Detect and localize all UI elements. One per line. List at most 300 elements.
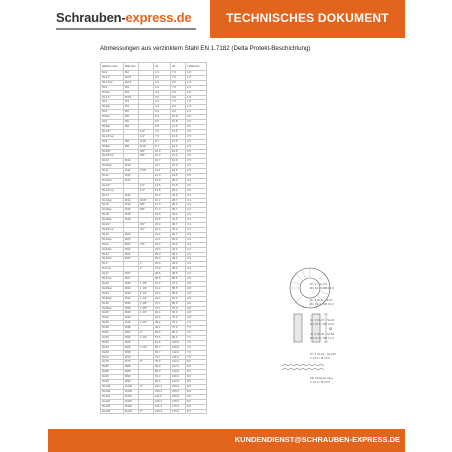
table-cell: NL27 bbox=[101, 272, 124, 277]
note-line: Nr. 2 NL8 - NL24 bbox=[310, 298, 333, 302]
table-cell: M3 bbox=[124, 90, 139, 95]
table-cell: 8.0 bbox=[186, 380, 207, 385]
table-cell: 82.3 bbox=[154, 365, 171, 370]
table-cell: 13.5 bbox=[171, 129, 186, 134]
table-cell: 130.0 bbox=[171, 370, 186, 375]
tolerance-note-6 bbox=[310, 376, 333, 384]
table-cell: M125 bbox=[124, 409, 139, 414]
table-cell: 15.2 bbox=[154, 193, 171, 198]
table-cell: 21.4 bbox=[154, 237, 171, 242]
table-cell: 5" bbox=[139, 409, 154, 414]
table-cell: 28.5 bbox=[154, 277, 171, 282]
table-cell: 47.0 bbox=[171, 281, 186, 286]
table-cell: 4.8 bbox=[186, 281, 207, 286]
table-cell: 1/2" bbox=[139, 183, 154, 188]
table-cell: 21.0 bbox=[171, 164, 186, 169]
table-cell: 58.5 bbox=[171, 286, 186, 291]
table-cell: 4" bbox=[139, 385, 154, 390]
table-cell: 2.5 bbox=[186, 134, 207, 139]
table-cell: 5/8" bbox=[139, 208, 154, 213]
table-cell: 3.4 bbox=[154, 85, 171, 90]
table-cell: 17.0 bbox=[154, 208, 171, 213]
table-cell: M14 bbox=[124, 198, 139, 203]
table-cell: NL1/2" bbox=[101, 183, 124, 188]
table-cell: 78.3 bbox=[154, 360, 171, 365]
table-cell: 8.0 bbox=[186, 389, 207, 394]
table-cell: M11 bbox=[124, 169, 139, 174]
table-cell: NL64 bbox=[101, 345, 124, 350]
table-cell: 13.5 bbox=[171, 124, 186, 129]
table-cell: M18 bbox=[124, 218, 139, 223]
table-cell: M80 bbox=[124, 365, 139, 370]
table-cell: M2.5 bbox=[124, 80, 139, 85]
table-cell: 90.0 bbox=[171, 335, 186, 340]
washer-serration-icon bbox=[282, 364, 324, 370]
table-cell: M22 bbox=[124, 242, 139, 247]
table-cell: 1/4" bbox=[139, 134, 154, 139]
table-cell: M6 bbox=[124, 120, 139, 125]
table-cell: 10.7 bbox=[154, 164, 171, 169]
table-cell: 57.6 bbox=[154, 335, 171, 340]
table-cell: 8.0 bbox=[186, 360, 207, 365]
table-cell: M5 bbox=[124, 110, 139, 115]
table-cell: M76 bbox=[124, 360, 139, 365]
table-cell: NL39 bbox=[101, 311, 124, 316]
table-cell: 3/8" bbox=[139, 149, 154, 154]
logo[interactable] bbox=[48, 0, 210, 38]
table-cell: 25.4 bbox=[171, 178, 186, 183]
table-cell: 65.7 bbox=[154, 345, 171, 350]
table-cell: M8 bbox=[124, 144, 139, 149]
table-cell: 3/8" bbox=[139, 154, 154, 159]
table-cell: 23.4 bbox=[154, 242, 171, 247]
table-cell: 48.5 bbox=[171, 257, 186, 262]
table-cell: 10.8 bbox=[171, 120, 186, 125]
table-cell: 2 1/4" bbox=[139, 335, 154, 340]
note-line: Ø1 ±0.2 / Ø2 ±0.3 bbox=[310, 286, 334, 290]
table-cell: 63.0 bbox=[171, 296, 186, 301]
table-cell: NL33 bbox=[101, 291, 124, 296]
table-cell: NL12sp bbox=[101, 178, 124, 183]
table-cell: 91.3 bbox=[154, 375, 171, 380]
table-cell: 2.5 bbox=[186, 129, 207, 134]
table-cell: 7.0 bbox=[186, 335, 207, 340]
tolerance-note-1 bbox=[310, 282, 334, 290]
table-cell: 48.5 bbox=[171, 267, 186, 272]
table-cell: 7/16" bbox=[139, 169, 154, 174]
table-cell: 13.5 bbox=[154, 188, 171, 193]
table-cell: 37.4 bbox=[154, 306, 171, 311]
table-cell: 96.4 bbox=[154, 380, 171, 385]
table-cell: 175.0 bbox=[171, 409, 186, 414]
logo-screw-line bbox=[56, 28, 196, 30]
table-cell: 2.5 bbox=[186, 144, 207, 149]
table-cell: 26.0 bbox=[154, 262, 171, 267]
table-cell: NL16sp bbox=[101, 208, 124, 213]
table-cell: 2.5 bbox=[186, 164, 207, 169]
document-type-label: TECHNISCHES DOKUMENT bbox=[226, 11, 389, 25]
table-cell: M12 bbox=[124, 178, 139, 183]
table-cell: 58.5 bbox=[171, 301, 186, 306]
table-cell: 4.8 bbox=[186, 291, 207, 296]
table-cell: 5/16" bbox=[139, 144, 154, 149]
table-cell: M4 bbox=[124, 100, 139, 105]
table-cell: 1 1/8" bbox=[139, 281, 154, 286]
table-cell: 30.7 bbox=[171, 223, 186, 228]
table-cell: 3.4 bbox=[186, 232, 207, 237]
table-cell: 16.6 bbox=[171, 159, 186, 164]
table-cell: M14 bbox=[124, 193, 139, 198]
table-cell: 1/4" bbox=[139, 129, 154, 134]
table-cell: NL2 bbox=[101, 71, 124, 76]
table-cell: NL68 bbox=[101, 350, 124, 355]
table-cell: 21.4 bbox=[154, 232, 171, 237]
note-line: Nr. 5 NL64 - NL125 bbox=[310, 352, 336, 356]
table-cell: M115 bbox=[124, 399, 139, 404]
column-header: Bolt size bbox=[124, 63, 139, 71]
table-cell: NL8 bbox=[101, 139, 124, 144]
table-cell: NL125 bbox=[101, 409, 124, 414]
table-cell: 3.4 bbox=[186, 262, 207, 267]
table-cell: 150.0 bbox=[171, 385, 186, 390]
table-cell: 7.0 bbox=[186, 340, 207, 345]
table-cell: NL3.5 bbox=[101, 95, 124, 100]
table-cell: 23.0 bbox=[171, 193, 186, 198]
table-cell: 75.0 bbox=[171, 326, 186, 331]
note-line: Nr. 4 NL45 - NL60 bbox=[310, 332, 335, 336]
document-type-banner bbox=[210, 0, 405, 38]
table-cell: NL3/8"sp bbox=[101, 154, 124, 159]
table-cell: M8 bbox=[124, 139, 139, 144]
table-cell: NL52 bbox=[101, 331, 124, 336]
table-cell: M85 bbox=[124, 370, 139, 375]
table-cell: 100.0 bbox=[171, 340, 186, 345]
table-cell: NL10 bbox=[101, 159, 124, 164]
table-cell: 4.8 bbox=[186, 301, 207, 306]
tolerance-note-2 bbox=[310, 298, 334, 306]
table-cell: 9.0 bbox=[171, 80, 186, 85]
table-cell: 2" bbox=[139, 331, 154, 336]
table-cell: 3.4 bbox=[186, 203, 207, 208]
table-cell: 8.0 bbox=[186, 404, 207, 409]
table-cell: NL95 bbox=[101, 380, 124, 385]
table-cell: 3.4 bbox=[186, 193, 207, 198]
table-cell: 21.0 bbox=[171, 154, 186, 159]
table-cell: NL2.5 bbox=[101, 75, 124, 80]
table-body bbox=[101, 71, 207, 414]
logo-main-text: Schrauben- bbox=[56, 10, 126, 25]
table-cell: 53.6 bbox=[154, 331, 171, 336]
table-cell: 5.4 bbox=[154, 110, 171, 115]
table-cell: 2.5 bbox=[186, 149, 207, 154]
table-cell: M64 bbox=[124, 345, 139, 350]
table-cell: NL33sp bbox=[101, 296, 124, 301]
table-cell: 70.0 bbox=[171, 306, 186, 311]
table-cell: M52 bbox=[124, 331, 139, 336]
table-cell: 5/8" bbox=[139, 203, 154, 208]
table-cell: NL80 bbox=[101, 365, 124, 370]
table-cell: M2.5 bbox=[124, 75, 139, 80]
table-cell: M60 bbox=[124, 340, 139, 345]
table-cell: 1 1/2" bbox=[139, 311, 154, 316]
table-cell: M36 bbox=[124, 301, 139, 306]
table-cell: 160.0 bbox=[171, 394, 186, 399]
table-cell: 105.0 bbox=[171, 345, 186, 350]
table-cell: 121.4 bbox=[154, 404, 171, 409]
column-header: d1 bbox=[154, 63, 171, 71]
note-line: T ±0.2 / Ø ±0.5 bbox=[310, 380, 330, 384]
table-cell: 13.5 bbox=[154, 183, 171, 188]
table-cell: M39 bbox=[124, 311, 139, 316]
table-cell: 69.7 bbox=[154, 350, 171, 355]
table-cell: NL5sp bbox=[101, 115, 124, 120]
table-cell: 19.5 bbox=[154, 213, 171, 218]
table-cell: 5/16" bbox=[139, 139, 154, 144]
table-cell: NL8sp bbox=[101, 144, 124, 149]
table-cell: 2.5 bbox=[186, 169, 207, 174]
table-cell: 7.0 bbox=[171, 85, 186, 90]
table-cell: M27 bbox=[124, 272, 139, 277]
table-cell: NL120 bbox=[101, 404, 124, 409]
table-cell: M95 bbox=[124, 380, 139, 385]
logo-text bbox=[56, 10, 191, 25]
note-line: Mit Keilsicherung bbox=[310, 376, 333, 380]
table-cell: 9.0 bbox=[171, 95, 186, 100]
table-cell: 8.0 bbox=[186, 375, 207, 380]
table-cell: M16 bbox=[124, 208, 139, 213]
table-cell: 13.0 bbox=[154, 178, 171, 183]
table-cell: 1 3/4" bbox=[139, 321, 154, 326]
table-cell: NL16 bbox=[101, 203, 124, 208]
table-cell: 2.5 bbox=[186, 183, 207, 188]
table-cell: 110.0 bbox=[171, 350, 186, 355]
table-cell: NL72 bbox=[101, 355, 124, 360]
table-cell: NL110 bbox=[101, 394, 124, 399]
table-cell: NL3 bbox=[101, 85, 124, 90]
table-cell: 3.4 bbox=[186, 228, 207, 233]
table-cell: NL2.5sp bbox=[101, 80, 124, 85]
table-cell: 73.7 bbox=[154, 355, 171, 360]
column-header: d2 bbox=[171, 63, 186, 71]
table-cell: 8.0 bbox=[186, 385, 207, 390]
table-cell: M33 bbox=[124, 296, 139, 301]
table-cell: 1.8 bbox=[186, 105, 207, 110]
table-cell: 20.3 bbox=[154, 228, 171, 233]
table-cell: 1 3/8" bbox=[139, 306, 154, 311]
table-cell: 16.6 bbox=[171, 149, 186, 154]
note-line: Ø1 ±0.5 / Ø2 ±0.8 bbox=[310, 322, 334, 326]
table-cell: 8.0 bbox=[186, 394, 207, 399]
note-line: Nr. 3 NL27 - NL42 bbox=[310, 318, 335, 322]
table-cell: M68 bbox=[124, 350, 139, 355]
table-cell: 2.5 bbox=[186, 174, 207, 179]
table-cell: 1.8 bbox=[186, 110, 207, 115]
table-cell: 3.4 bbox=[186, 252, 207, 257]
table-cell: 39.0 bbox=[171, 237, 186, 242]
table-cell: 3.4 bbox=[186, 272, 207, 277]
table-cell: M3 bbox=[124, 85, 139, 90]
table-cell: NL3sp bbox=[101, 90, 124, 95]
logo-accent-text: express.de bbox=[125, 10, 192, 25]
table-cell: 37.4 bbox=[154, 301, 171, 306]
table-cell: 4.8 bbox=[186, 286, 207, 291]
table-cell: 111.4 bbox=[154, 394, 171, 399]
table-cell: 3.4 bbox=[186, 213, 207, 218]
table-cell: 4.8 bbox=[186, 277, 207, 282]
table-cell: M48 bbox=[124, 326, 139, 331]
table-cell: 116.4 bbox=[154, 399, 171, 404]
table-cell: 8.0 bbox=[186, 365, 207, 370]
table-cell: 19.5 bbox=[171, 174, 186, 179]
table-cell: NL45 bbox=[101, 321, 124, 326]
table-cell: 3.4 bbox=[186, 257, 207, 262]
note-line: Ø1 ±0.3 / Ø2 ±0.4 bbox=[310, 302, 334, 306]
table-cell: 136.0 bbox=[171, 375, 186, 380]
table-cell: 1 1/4" bbox=[139, 291, 154, 296]
table-cell: 7.0 bbox=[171, 71, 186, 76]
table-cell: M105 bbox=[124, 389, 139, 394]
table-cell: NL27sp bbox=[101, 277, 124, 282]
table-cell: M33 bbox=[124, 291, 139, 296]
table-cell: 8.0 bbox=[186, 399, 207, 404]
table-cell: M45 bbox=[124, 321, 139, 326]
table-cell: 75.0 bbox=[171, 321, 186, 326]
table-cell: 8.0 bbox=[186, 370, 207, 375]
table-cell: 8.7 bbox=[154, 139, 171, 144]
table-cell: M2 bbox=[124, 71, 139, 76]
table-cell: NL6sp bbox=[101, 124, 124, 129]
table-cell: M24 bbox=[124, 252, 139, 257]
table-cell: 1.8 bbox=[186, 71, 207, 76]
table-cell: 58.5 bbox=[171, 291, 186, 296]
table-cell: 8.0 bbox=[186, 409, 207, 414]
table-cell: M90 bbox=[124, 375, 139, 380]
table-cell: M18 bbox=[124, 213, 139, 218]
table-cell: 7/8" bbox=[139, 242, 154, 247]
table-cell: NL115 bbox=[101, 399, 124, 404]
table-row bbox=[101, 409, 207, 414]
table-cell: NL12 bbox=[101, 174, 124, 179]
table-cell: M16 bbox=[124, 203, 139, 208]
table-cell: 4.4 bbox=[154, 100, 171, 105]
table-cell: 3.4 bbox=[186, 247, 207, 252]
table-cell: M20 bbox=[124, 237, 139, 242]
column-header bbox=[139, 63, 154, 71]
table-cell: 25.4 bbox=[171, 203, 186, 208]
table-cell: 5.4 bbox=[154, 115, 171, 120]
table-cell: NL18 bbox=[101, 213, 124, 218]
table-cell: M5 bbox=[124, 115, 139, 120]
table-cell: 2 1/2" bbox=[139, 345, 154, 350]
table-cell: 10.3 bbox=[154, 149, 171, 154]
table-cell: NL1" bbox=[101, 262, 124, 267]
table-cell: NL30sp bbox=[101, 286, 124, 291]
table-cell: 10.3 bbox=[154, 154, 171, 159]
table-cell: 3.4 bbox=[186, 218, 207, 223]
table-cell: 165.0 bbox=[171, 399, 186, 404]
table-cell: NL24 bbox=[101, 252, 124, 257]
table-cell: NL3/4" bbox=[101, 223, 124, 228]
table-cell: NL36 bbox=[101, 301, 124, 306]
table-cell: 16.6 bbox=[171, 144, 186, 149]
table-cell: 7.0 bbox=[186, 355, 207, 360]
table-cell: 3.9 bbox=[154, 95, 171, 100]
document-title: Abmessungen aus verzinktem Stahl EN 1.7182 (Delta Protekt-Beschichtung) bbox=[100, 45, 311, 52]
table-cell: 1.8 bbox=[186, 90, 207, 95]
table-cell: 2.5 bbox=[186, 115, 207, 120]
column-header: Washer size bbox=[101, 63, 124, 71]
table-cell: NL1"sp bbox=[101, 267, 124, 272]
table-cell: 3.4 bbox=[186, 223, 207, 228]
support-email-link[interactable]: KUNDENDIENST@SCHRAUBEN-EXPRESS.DE bbox=[234, 435, 400, 444]
table-cell: 63.0 bbox=[171, 311, 186, 316]
table-cell: 30.7 bbox=[171, 232, 186, 237]
table-cell: 2.5 bbox=[186, 124, 207, 129]
table-cell: NL4 bbox=[101, 100, 124, 105]
table-cell: 9.0 bbox=[171, 90, 186, 95]
table-cell: 13.0 bbox=[154, 174, 171, 179]
table-cell: 23.4 bbox=[154, 247, 171, 252]
table-cell: 86.3 bbox=[154, 370, 171, 375]
table-cell: 49.4 bbox=[154, 326, 171, 331]
table-cell: 34.4 bbox=[154, 291, 171, 296]
table-cell: 170.0 bbox=[171, 404, 186, 409]
table-cell: NL4sp bbox=[101, 105, 124, 110]
document-header bbox=[48, 0, 405, 38]
table-cell: M12 bbox=[124, 174, 139, 179]
table-cell: 1 3/8" bbox=[139, 301, 154, 306]
table-cell: NL60 bbox=[101, 340, 124, 345]
table-cell: M72 bbox=[124, 355, 139, 360]
table-cell: 1 1/4" bbox=[139, 286, 154, 291]
table-cell: 46.4 bbox=[154, 321, 171, 326]
table-cell: 31.4 bbox=[154, 281, 171, 286]
table-cell: 7.6 bbox=[171, 100, 186, 105]
table-cell: NL22 bbox=[101, 242, 124, 247]
document-page bbox=[48, 0, 405, 452]
table-cell: 2.5 bbox=[186, 120, 207, 125]
table-cell: M24 bbox=[124, 257, 139, 262]
table-cell: 3.4 bbox=[154, 90, 171, 95]
table-cell: NL22sp bbox=[101, 247, 124, 252]
table-cell: 1.8 bbox=[186, 100, 207, 105]
table-cell: 1 1/4" bbox=[139, 296, 154, 301]
table-cell: 3.4 bbox=[186, 188, 207, 193]
table-cell: M27 bbox=[124, 277, 139, 282]
table-cell: 2.5 bbox=[186, 139, 207, 144]
table-cell: 2.5 bbox=[186, 159, 207, 164]
table-cell: M4 bbox=[124, 105, 139, 110]
table-cell: 4.8 bbox=[186, 316, 207, 321]
table-cell: 40.4 bbox=[154, 311, 171, 316]
table-cell: 126.4 bbox=[154, 409, 171, 414]
table-cell: 3" bbox=[139, 360, 154, 365]
table-cell: 34.5 bbox=[171, 242, 186, 247]
table-cell: 10.8 bbox=[171, 115, 186, 120]
table-cell: 6.5 bbox=[154, 124, 171, 129]
table-cell: 4.8 bbox=[186, 306, 207, 311]
table-cell: NL1/4" bbox=[101, 129, 124, 134]
table-cell: 29.0 bbox=[171, 213, 186, 218]
table-cell: NL20sp bbox=[101, 237, 124, 242]
table-cell: 3.4 bbox=[186, 242, 207, 247]
table-cell: M36 bbox=[124, 306, 139, 311]
table-cell: 10.7 bbox=[154, 159, 171, 164]
table-cell: 16.6 bbox=[171, 134, 186, 139]
dimensions-table bbox=[100, 62, 207, 414]
table-cell: 155.0 bbox=[171, 389, 186, 394]
tolerance-note-3 bbox=[310, 318, 334, 326]
